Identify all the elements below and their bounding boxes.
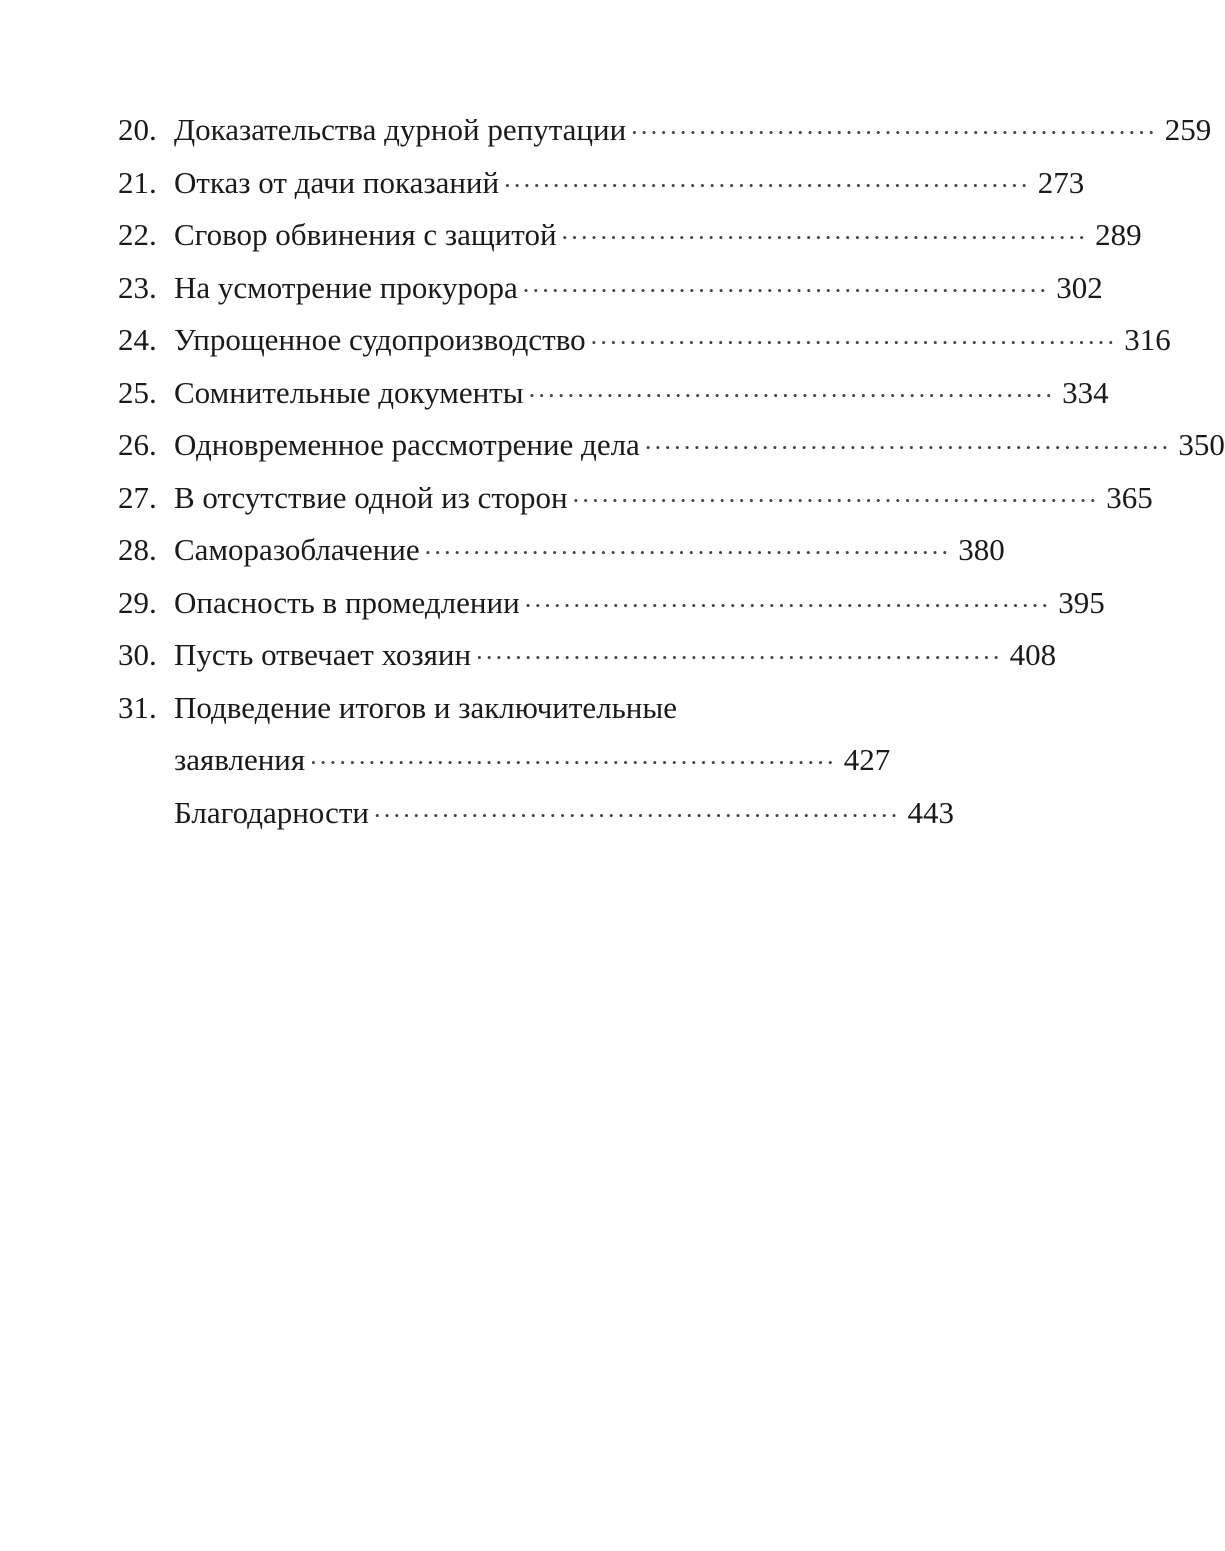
toc-entry-number: 24.	[118, 322, 157, 357]
toc-leader-dots: ••••••••••••••••••••••••••••••••••••••••••••••••••••••	[645, 440, 1173, 455]
toc-entry-number: 20.	[118, 112, 157, 147]
toc-entry-title: Опасность в промедлении	[174, 584, 520, 620]
toc-leader-dots: ••••••••••••••••••••••••••••••••••••••••••••••••••••••	[505, 177, 1032, 193]
toc-entry-acknowledgements[interactable]	[118, 787, 955, 840]
toc-entry-title: Пусть отвечает хозяин	[174, 637, 472, 672]
toc-entry-number: 22.	[118, 217, 157, 252]
toc-entry-title: Одновременное рассмотрение дела	[174, 427, 640, 462]
toc-entry-31[interactable]	[118, 682, 833, 735]
toc-entry-26[interactable]	[118, 419, 1225, 472]
toc-entry-number: 29.	[118, 584, 157, 620]
toc-entry-22[interactable]	[118, 209, 1142, 262]
toc-entry-number: 28.	[118, 532, 157, 567]
toc-leader-dots: ••••••••••••••••••••••••••••••••••••••••••••••••••••••	[425, 545, 953, 560]
toc-leader-dots: ••••••••••••••••••••••••••••••••••••••••••••••••••••••	[525, 597, 1053, 613]
toc-entry-25[interactable]	[118, 367, 1109, 420]
toc-entry-page: 443	[907, 794, 955, 830]
toc-leader-dots: ••••••••••••••••••••••••••••••••••••••••••••••••••••••	[311, 755, 838, 770]
toc-entry-page: 289	[1095, 217, 1142, 252]
toc-entry-page: 365	[1106, 479, 1153, 515]
toc-entry-29[interactable]	[118, 577, 1105, 630]
toc-leader-dots: ••••••••••••••••••••••••••••••••••••••••••••••••••••••	[591, 335, 1119, 350]
toc-entry-page: 259	[1164, 112, 1212, 147]
toc-entry-title: Сомнительные документы	[174, 374, 524, 410]
toc-leader-dots: ••••••••••••••••••••••••••••••••••••••••••••••••••••••	[573, 492, 1101, 508]
toc-entry-title-continuation: заявления	[174, 742, 306, 777]
toc-entry-28[interactable]	[118, 524, 1005, 577]
toc-entry-page: 350	[1178, 427, 1225, 462]
toc-entry-page: 302	[1056, 269, 1103, 305]
toc-entry-number: 27.	[118, 479, 157, 515]
toc-entry-title: Сговор обвинения с защитой	[174, 217, 557, 252]
toc-leader-dots: ••••••••••••••••••••••••••••••••••••••••••••••••••••••	[477, 650, 1004, 665]
toc-entry-title: Упрощенное судопроизводство	[174, 322, 586, 357]
toc-entry-20[interactable]	[118, 104, 1212, 157]
toc-entry-title: Саморазоблачение	[174, 532, 420, 567]
toc-leader-dots: ••••••••••••••••••••••••••••••••••••••••••••••••••••••	[374, 807, 902, 823]
toc-entry-27[interactable]	[118, 472, 1153, 525]
toc-entry-page: 334	[1062, 374, 1109, 410]
toc-entry-title: Подведение итогов и заключительные	[174, 689, 677, 725]
toc-entry-title: Доказательства дурной репутации	[174, 112, 627, 147]
toc-entry-page: 408	[1009, 637, 1057, 672]
toc-entry-title: Отказ от дачи показаний	[174, 164, 500, 200]
toc-entry-page: 427	[843, 742, 891, 777]
toc-entry-number: 26.	[118, 427, 157, 462]
toc-entry-number: 25.	[118, 374, 157, 410]
toc-entry-title: На усмотрение прокурора	[174, 269, 518, 305]
toc-entry-31-continuation[interactable]	[118, 734, 891, 787]
toc-leader-dots: ••••••••••••••••••••••••••••••••••••••••••••••••••••••	[562, 230, 1090, 245]
toc-entry-number: 23.	[118, 269, 157, 305]
toc-entry-page: 395	[1058, 584, 1105, 620]
toc-entry-21[interactable]	[118, 157, 1085, 210]
toc-leader-dots: ••••••••••••••••••••••••••••••••••••••••••••••••••••••	[523, 282, 1051, 298]
toc-entry-page: 316	[1124, 322, 1171, 357]
toc-entry-title: Благодарности	[174, 794, 369, 830]
toc-entry-number: 21.	[118, 164, 157, 200]
toc-entry-30[interactable]	[118, 629, 1057, 682]
toc-entry-page: 273	[1037, 164, 1085, 200]
toc-entry-title: В отсутствие одной из сторон	[174, 479, 568, 515]
toc-entry-number: 30.	[118, 637, 157, 672]
toc-leader-dots: ••••••••••••••••••••••••••••••••••••••••••••••••••••••	[529, 387, 1057, 403]
toc-entry-23[interactable]	[118, 262, 1103, 315]
toc-entry-24[interactable]	[118, 314, 1171, 367]
table-of-contents	[118, 104, 1225, 839]
toc-leader-dots: ••••••••••••••••••••••••••••••••••••••••••••••••••••••	[632, 125, 1159, 140]
toc-entry-number: 31.	[118, 689, 157, 725]
toc-entry-page: 380	[958, 532, 1005, 567]
